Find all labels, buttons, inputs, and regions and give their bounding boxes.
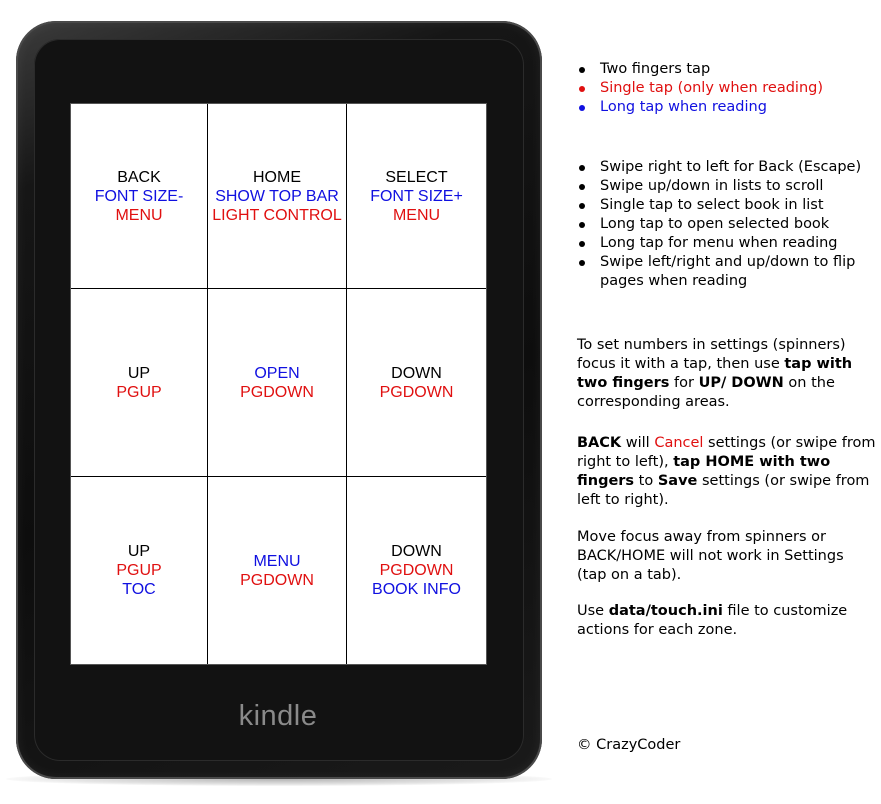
touch-zones-grid (71, 104, 486, 664)
zone-action-label: MENU (253, 552, 301, 570)
gesture-item: Long tap for menu when reading (577, 234, 877, 253)
zone-action-label: SELECT (385, 168, 448, 186)
zone-action-label: MENU (392, 206, 441, 224)
touch-zone-r2-c1 (71, 289, 208, 477)
gesture-item: Swipe right to left for Back (Escape) (577, 158, 877, 177)
zone-action-label: BOOK INFO (372, 581, 461, 598)
zone-action-label: HOME (253, 168, 301, 186)
kindle-logo: kindle (238, 700, 318, 732)
zone-action-label: PGUP (116, 562, 162, 579)
zone-action-label: LIGHT CONTROL (212, 206, 342, 224)
gesture-list (577, 158, 877, 291)
zone-action-label: PGDOWN (379, 383, 454, 401)
gesture-item: Single tap to select book in list (577, 196, 877, 215)
legend-single-tap: Single tap (only when reading) (577, 79, 823, 98)
zone-action-label: PGDOWN (379, 562, 454, 579)
zone-action-label: FONT SIZE- (94, 187, 184, 205)
legend-long-tap: Long tap when reading (577, 98, 823, 117)
touch-zone-r3-c3 (347, 477, 486, 664)
zone-action-label: MENU (115, 206, 163, 224)
zone-action-label: PGDOWN (240, 571, 314, 589)
zone-action-label: OPEN (254, 364, 300, 382)
zone-action-label: TOC (122, 581, 156, 598)
zone-action-label: PGUP (116, 383, 162, 401)
touch-zone-r2-c3 (347, 289, 486, 477)
note-focus: Move focus away from spinners or BACK/HOME will not work in Settings (tap on a tab). (577, 529, 844, 583)
zone-action-label: UP (127, 543, 151, 560)
note-spinners: To set numbers in settings (spinners) focus it with a tap, then use tap with two fingers for UP/ DOWN on the corresponding areas. (577, 337, 853, 410)
zone-action-label: BACK (117, 168, 161, 186)
touch-zone-r3-c2 (208, 477, 347, 664)
zone-action-label: PGDOWN (240, 383, 314, 401)
legend-two-fingers: Two fingers tap (577, 60, 823, 79)
touch-zone-r1-c1 (71, 104, 208, 289)
zone-action-label: DOWN (391, 364, 442, 382)
gesture-item: Long tap to open selected book (577, 215, 877, 234)
copyright: © CrazyCoder (577, 737, 681, 753)
zone-action-label: SHOW TOP BAR (215, 187, 339, 205)
touch-zone-r2-c2 (208, 289, 347, 477)
note-back-home: BACK will Cancel settings (or swipe from right to left), tap HOME with two fingers to Save settings (or swipe from left to right). (577, 435, 876, 508)
gesture-item: Swipe up/down in lists to scroll (577, 177, 877, 196)
note-touch-ini: Use data/touch.ini file to customize actions for each zone. (577, 603, 848, 638)
touch-zone-r1-c3 (347, 104, 486, 289)
touch-zone-r1-c2 (208, 104, 347, 289)
zone-action-label: DOWN (391, 543, 442, 560)
tap-legend (577, 60, 823, 117)
zone-action-label: UP (127, 364, 151, 382)
gesture-item: Swipe left/right and up/down to flip pages when reading (577, 253, 877, 291)
zone-action-label: FONT SIZE+ (370, 187, 463, 205)
touch-zone-r3-c1 (71, 477, 208, 664)
